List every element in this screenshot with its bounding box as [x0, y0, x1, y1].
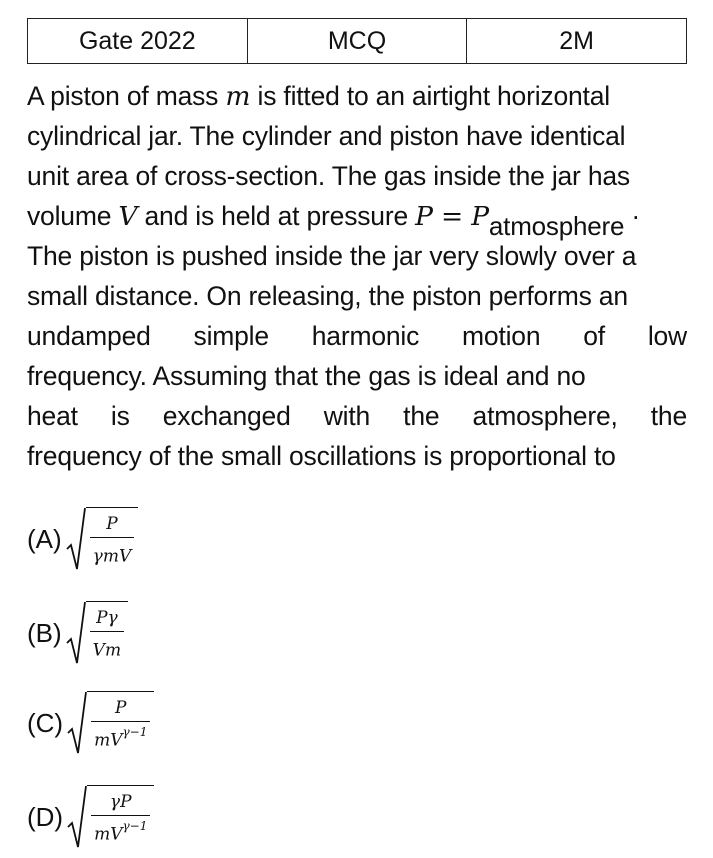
numerator: Pγ [96, 608, 118, 629]
denominator: Vm [90, 631, 124, 662]
fraction [90, 513, 135, 568]
denominator: $mV^{\gamma-1}$ [91, 721, 150, 752]
radical-sign-icon [67, 785, 87, 849]
question-line: heat is exchanged with the atmosphere, the [27, 401, 687, 431]
square-root [66, 601, 128, 665]
question-line: volume V and is held at pressure P = Patmosphere · [27, 201, 641, 241]
radicand [86, 601, 128, 665]
question-type-cell: MCQ [247, 19, 467, 64]
radicand [86, 507, 139, 571]
radical-sign-icon [66, 507, 86, 571]
denominator: $mV^{\gamma-1}$ [91, 815, 150, 846]
exam-name-cell: Gate 2022 [28, 19, 248, 64]
radical-sign-icon [66, 601, 86, 665]
square-root [66, 507, 139, 571]
square-root [67, 785, 154, 849]
denominator: γmV [90, 537, 135, 568]
numerator: P [115, 698, 127, 719]
fraction [91, 697, 150, 752]
question-line: cylindrical jar. The cylinder and piston have identical [27, 121, 626, 151]
question-line: A piston of mass m is fitted to an airtight horizontal [27, 81, 610, 112]
fraction [91, 791, 150, 846]
option-label: (B) [27, 617, 62, 648]
numerator: P [106, 514, 118, 535]
question-line: unit area of cross-section. The gas inside the jar has [27, 161, 630, 191]
meta-row [28, 19, 687, 64]
option-d[interactable] [27, 782, 154, 852]
question-line: small distance. On releasing, the piston performs an [27, 281, 628, 311]
question-line: The piston is pushed inside the jar very slowly over a [27, 241, 637, 271]
square-root [67, 691, 154, 755]
question-line: frequency. Assuming that the gas is ideal and no [27, 361, 586, 391]
option-label: (D) [27, 801, 64, 832]
question-meta-table [27, 18, 687, 64]
radical-sign-icon [67, 691, 87, 755]
numerator: γP [109, 792, 132, 813]
option-c[interactable] [27, 688, 154, 758]
question-line: undamped simple harmonic motion of low [27, 321, 687, 351]
radicand [87, 691, 154, 755]
marks-cell: 2M [467, 19, 687, 64]
question-line: frequency of the small oscillations is proportional to [27, 441, 616, 471]
option-a[interactable] [27, 504, 138, 574]
option-b[interactable] [27, 598, 128, 668]
option-label: (A) [27, 523, 62, 554]
fraction [90, 607, 124, 662]
radicand [87, 785, 154, 849]
option-label: (C) [27, 707, 64, 738]
question-text [27, 76, 687, 476]
